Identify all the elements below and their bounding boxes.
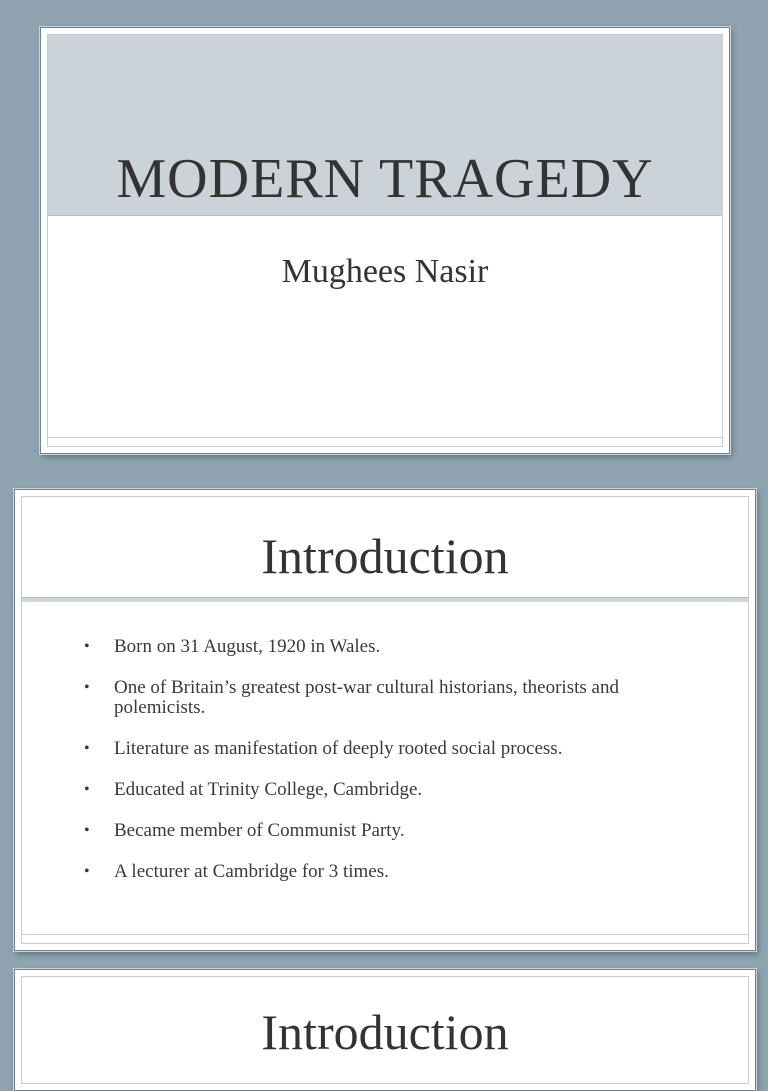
bullet-item [84, 780, 698, 800]
bullet-text: Literature as manifestation of deeply rooted social process. [114, 738, 563, 759]
bullet-item [84, 739, 698, 759]
bullet-list [84, 637, 698, 903]
slide-title[interactable] [40, 27, 730, 454]
bullet-item [84, 862, 698, 882]
bullet-icon: • [84, 740, 90, 757]
bullet-text: Became member of Communist Party. [114, 820, 405, 841]
heading-divider [22, 597, 748, 602]
bullet-item [84, 637, 698, 657]
slide-frame [21, 976, 749, 1084]
bullet-item [84, 821, 698, 841]
bullet-text: One of Britain’s greatest post-war cultural historians, theorists and polemicists. [114, 677, 619, 718]
footer-divider [22, 934, 748, 935]
slide-title-text: MODERN TRAGEDY [116, 148, 654, 210]
slide-introduction-partial[interactable] [14, 969, 756, 1091]
bullet-icon: • [84, 863, 90, 880]
bullet-text: Educated at Trinity College, Cambridge. [114, 779, 423, 800]
bullet-icon: • [84, 638, 90, 655]
bullet-icon: • [84, 822, 90, 839]
slide-subtitle-text: Mughees Nasir [281, 253, 489, 290]
bullet-item [84, 678, 698, 718]
slide-introduction[interactable] [14, 489, 756, 951]
slide-frame [21, 496, 749, 944]
footer-divider [48, 437, 722, 438]
bullet-text: A lecturer at Cambridge for 3 times. [114, 861, 389, 882]
bullet-text: Born on 31 August, 1920 in Wales. [114, 636, 381, 657]
bullet-icon: • [84, 679, 90, 696]
slide-heading: Introduction [261, 1004, 509, 1060]
slide-frame [47, 34, 723, 447]
slide-heading: Introduction [261, 528, 509, 584]
bullet-icon: • [84, 781, 90, 798]
